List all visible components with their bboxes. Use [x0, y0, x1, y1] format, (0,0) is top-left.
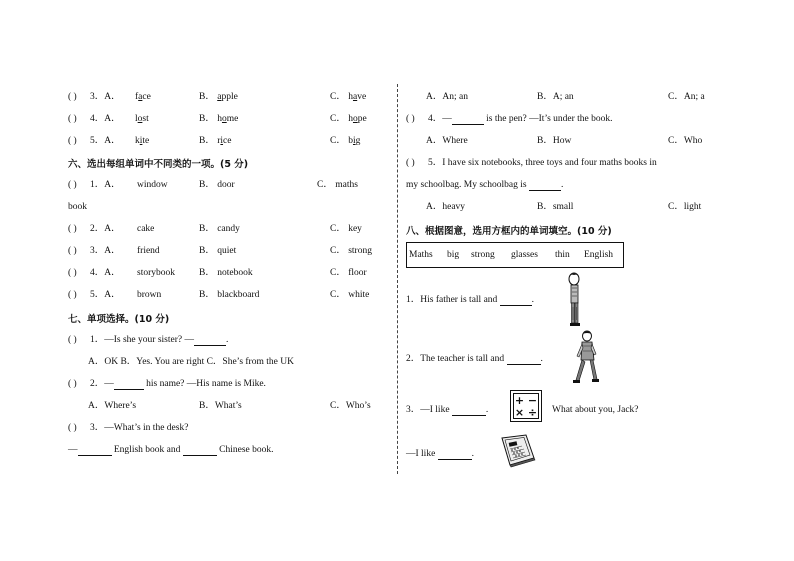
answer-paren[interactable]: ( ) [68, 224, 77, 234]
option-b: B． candy [199, 224, 240, 234]
choice-q3-answer: — English book and Chinese book. [68, 445, 274, 455]
option-c: C． hope [330, 114, 367, 124]
answer-paren[interactable]: ( ) [68, 136, 77, 146]
picture-q2: 2．The teacher is tall and . [406, 354, 543, 364]
option-a: cake [137, 224, 155, 234]
thin-man-picture [562, 272, 586, 328]
option-a: kite [135, 136, 150, 146]
word-bank-box [406, 242, 624, 268]
option-a: face [135, 92, 151, 102]
option-c: C． key [330, 224, 362, 234]
answer-paren[interactable]: ( ) [406, 114, 415, 124]
fill-blank[interactable] [529, 180, 561, 191]
fill-blank[interactable] [452, 114, 484, 125]
choice-q1-options: A．OK B．Yes. You are right C．She’s from the UK [88, 357, 294, 367]
option-b: B． door [199, 180, 235, 190]
question-number: 5．A． [90, 136, 121, 146]
option-a: A．Where’s [88, 401, 137, 411]
option-a: A．Where [426, 136, 468, 146]
column-divider [397, 84, 398, 474]
word-bank-item: thin [555, 250, 570, 260]
fill-blank[interactable] [507, 354, 541, 365]
option-b: B． rice [199, 136, 232, 146]
picture-q4: —I like . [406, 449, 475, 459]
option-b: B． home [199, 114, 239, 124]
word-bank-item: English [584, 250, 614, 260]
choice-q5-cont: my schoolbag. My schoolbag is . [406, 180, 564, 190]
category-q1-wrap: book [68, 202, 87, 212]
fill-blank[interactable] [78, 445, 112, 456]
option-b: B． blackboard [199, 290, 260, 300]
question-number: 4．A． [90, 268, 121, 278]
question-stem: 4．— is the pen? —It’s under the book. [428, 114, 613, 124]
question-stem: 5．I have six notebooks, three toys and four maths books in [428, 158, 657, 168]
option-b: B．How [537, 136, 572, 146]
option-c: C． maths [317, 180, 358, 190]
answer-paren[interactable]: ( ) [406, 158, 415, 168]
option-a: A．An; an [426, 92, 468, 102]
question-number: 4．A． [90, 114, 121, 124]
teacher-picture [570, 330, 600, 386]
fill-blank[interactable] [452, 405, 486, 416]
answer-paren[interactable]: ( ) [68, 92, 77, 102]
math-symbols: + − × ÷ [514, 394, 538, 419]
option-c: C．light [668, 202, 702, 212]
option-c: C． white [330, 290, 370, 300]
answer-paren[interactable]: ( ) [68, 335, 77, 345]
option-b: B．small [537, 202, 574, 212]
question-number: 1．A． [90, 180, 121, 190]
option-b: B． notebook [199, 268, 253, 278]
option-c: C． strong [330, 246, 372, 256]
english-book-picture [496, 434, 536, 468]
section-7-title: 七、单项选择。(10 分) [68, 314, 170, 325]
answer-paren[interactable]: ( ) [68, 180, 77, 190]
fill-blank[interactable] [500, 295, 532, 306]
option-a: window [137, 180, 168, 190]
option-c: C． floor [330, 268, 367, 278]
answer-paren[interactable]: ( ) [68, 268, 77, 278]
option-b: B． apple [199, 92, 238, 102]
fill-blank[interactable] [438, 449, 472, 460]
option-a: A．heavy [426, 202, 466, 212]
option-c: C．Who [668, 136, 703, 146]
answer-paren[interactable]: ( ) [68, 114, 77, 124]
question-number: 3．A． [90, 246, 121, 256]
option-b: B．A; an [537, 92, 574, 102]
fill-blank[interactable] [183, 445, 217, 456]
right-column: A．An; an B．A; an C．An; a ( ) 4．— is the pen? —It’s under the book. A．Where B．How C．Who ( ) 5．I have six notebooks, three toys and four maths books in my schoolbag. My schoolbag is . A．heavy B．small C．light 八、根据图意，选用方框内的单词填空。(10 分) Maths big strong glasses thin English 1．His father is tall and . 2．The teacher is tall and . 3．—I like . What about you, Jack? + − × ÷ —I like . [406, 0, 726, 561]
word-bank-item: glasses [511, 250, 538, 260]
answer-paren[interactable]: ( ) [68, 379, 77, 389]
word-bank-item: strong [471, 250, 495, 260]
option-a: lost [135, 114, 149, 124]
option-c: C． have [330, 92, 367, 102]
question-stem: 1．—Is she your sister? — . [90, 335, 229, 345]
word-bank-item: Maths [409, 250, 433, 260]
maths-picture [510, 390, 542, 422]
fill-blank[interactable] [194, 335, 226, 346]
option-b: B． quiet [199, 246, 237, 256]
picture-q3-followup: What about you, Jack? [552, 405, 639, 415]
answer-paren[interactable]: ( ) [68, 246, 77, 256]
fill-blank[interactable] [114, 379, 144, 390]
question-stem: 2．— his name? —His name is Mike. [90, 379, 266, 389]
section-8-title: 八、根据图意，选用方框内的单词填空。(10 分) [406, 226, 612, 237]
option-c: C．Who’s [330, 401, 371, 411]
picture-q1: 1．His father is tall and . [406, 295, 535, 305]
answer-paren[interactable]: ( ) [68, 423, 77, 433]
option-c: C． big [330, 136, 361, 146]
section-6-title: 六、选出每组单词中不同类的一项。(5 分) [68, 159, 249, 170]
option-b: B．What’s [199, 401, 242, 411]
answer-paren[interactable]: ( ) [68, 290, 77, 300]
question-number: 5．A． [90, 290, 121, 300]
word-bank-item: big [447, 250, 460, 260]
question-stem: 3．—What’s in the desk? [90, 423, 189, 433]
option-a: brown [137, 290, 162, 300]
option-c: C．An; a [668, 92, 705, 102]
question-number: 3．A． [90, 92, 121, 102]
question-number: 2．A． [90, 224, 121, 234]
option-a: friend [137, 246, 160, 256]
left-column [68, 0, 388, 561]
option-a: storybook [137, 268, 175, 278]
